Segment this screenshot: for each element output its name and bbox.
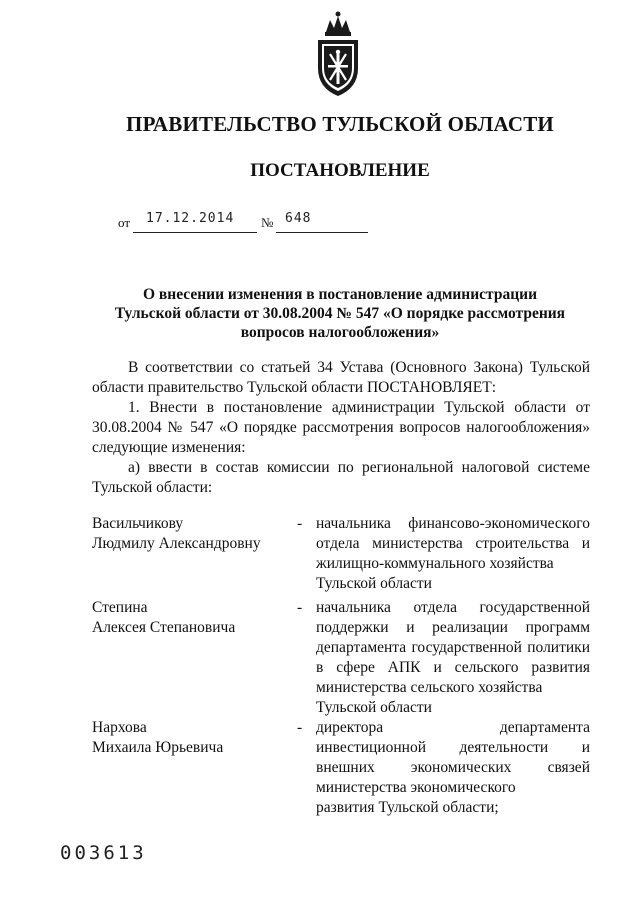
document-serial-number: 003613 <box>60 842 147 864</box>
number-label: № <box>261 215 274 230</box>
member-position-last-line: развития Тульской области; <box>316 799 499 816</box>
preamble-paragraph: В соответствии со статьей 34 Устава (Основного Закона) Тульской области правительство Тульской области ПОСТАНОВЛЯЕТ: <box>92 359 590 396</box>
clause-1-paragraph: 1. Внести в постановление администрации Тульской области от 30.08.2004 № 547 «О порядке рассмотрения вопросов налогообложения» следующие изменения: <box>92 399 590 456</box>
member-dash: - <box>297 515 303 532</box>
member-position-text: начальника отдела государственной поддержки и реализации программ департамента государственной политики в сфере АПК и сельского развития министерства сельского хозяйства <box>316 599 590 696</box>
member-given-names: Людмилу Александровну <box>92 535 261 552</box>
document-subject <box>100 285 580 342</box>
member-position-text: директора департамента инвестиционной деятельности и внешних экономических связей министерства экономического <box>316 719 590 796</box>
clause-a-paragraph: а) ввести в состав комиссии по региональной налоговой системе Тульской области: <box>92 459 590 496</box>
date-from-label: от <box>118 215 131 230</box>
date-value: 17.12.2014 <box>146 211 235 226</box>
subject-line: О внесении изменения в постановление администрации <box>142 286 538 303</box>
member-position <box>316 718 590 818</box>
number-underline <box>276 232 368 233</box>
member-name <box>92 514 292 554</box>
subject-line: Тульской области от 30.08.2004 № 547 «О порядке рассмотрения <box>114 305 566 322</box>
member-name <box>92 718 292 758</box>
date-underline <box>133 232 257 233</box>
member-given-names: Михаила Юрьевича <box>92 739 224 756</box>
member-dash: - <box>297 719 303 736</box>
member-position <box>316 514 590 594</box>
member-position-text: начальника финансово-экономического отдела министерства строительства и жилищно-коммунального хозяйства <box>316 515 590 572</box>
member-given-names: Алексея Степановича <box>92 619 236 636</box>
subject-line: вопросов налогообложения» <box>240 324 440 341</box>
number-value: 648 <box>285 211 312 226</box>
member-name <box>92 598 292 638</box>
coat-of-arms-emblem <box>312 10 364 98</box>
member-dash: - <box>297 599 303 616</box>
member-position <box>316 598 590 718</box>
member-position-last-line: Тульской области <box>316 699 432 716</box>
member-position-last-line: Тульской области <box>316 575 432 592</box>
document-type-title: ПОСТАНОВЛЕНИЕ <box>250 160 430 181</box>
member-surname: Нархова <box>92 719 147 736</box>
member-surname: Васильчикову <box>92 515 184 532</box>
member-surname: Степина <box>92 599 148 616</box>
organization-title: ПРАВИТЕЛЬСТВО ТУЛЬСКОЙ ОБЛАСТИ <box>126 112 554 136</box>
